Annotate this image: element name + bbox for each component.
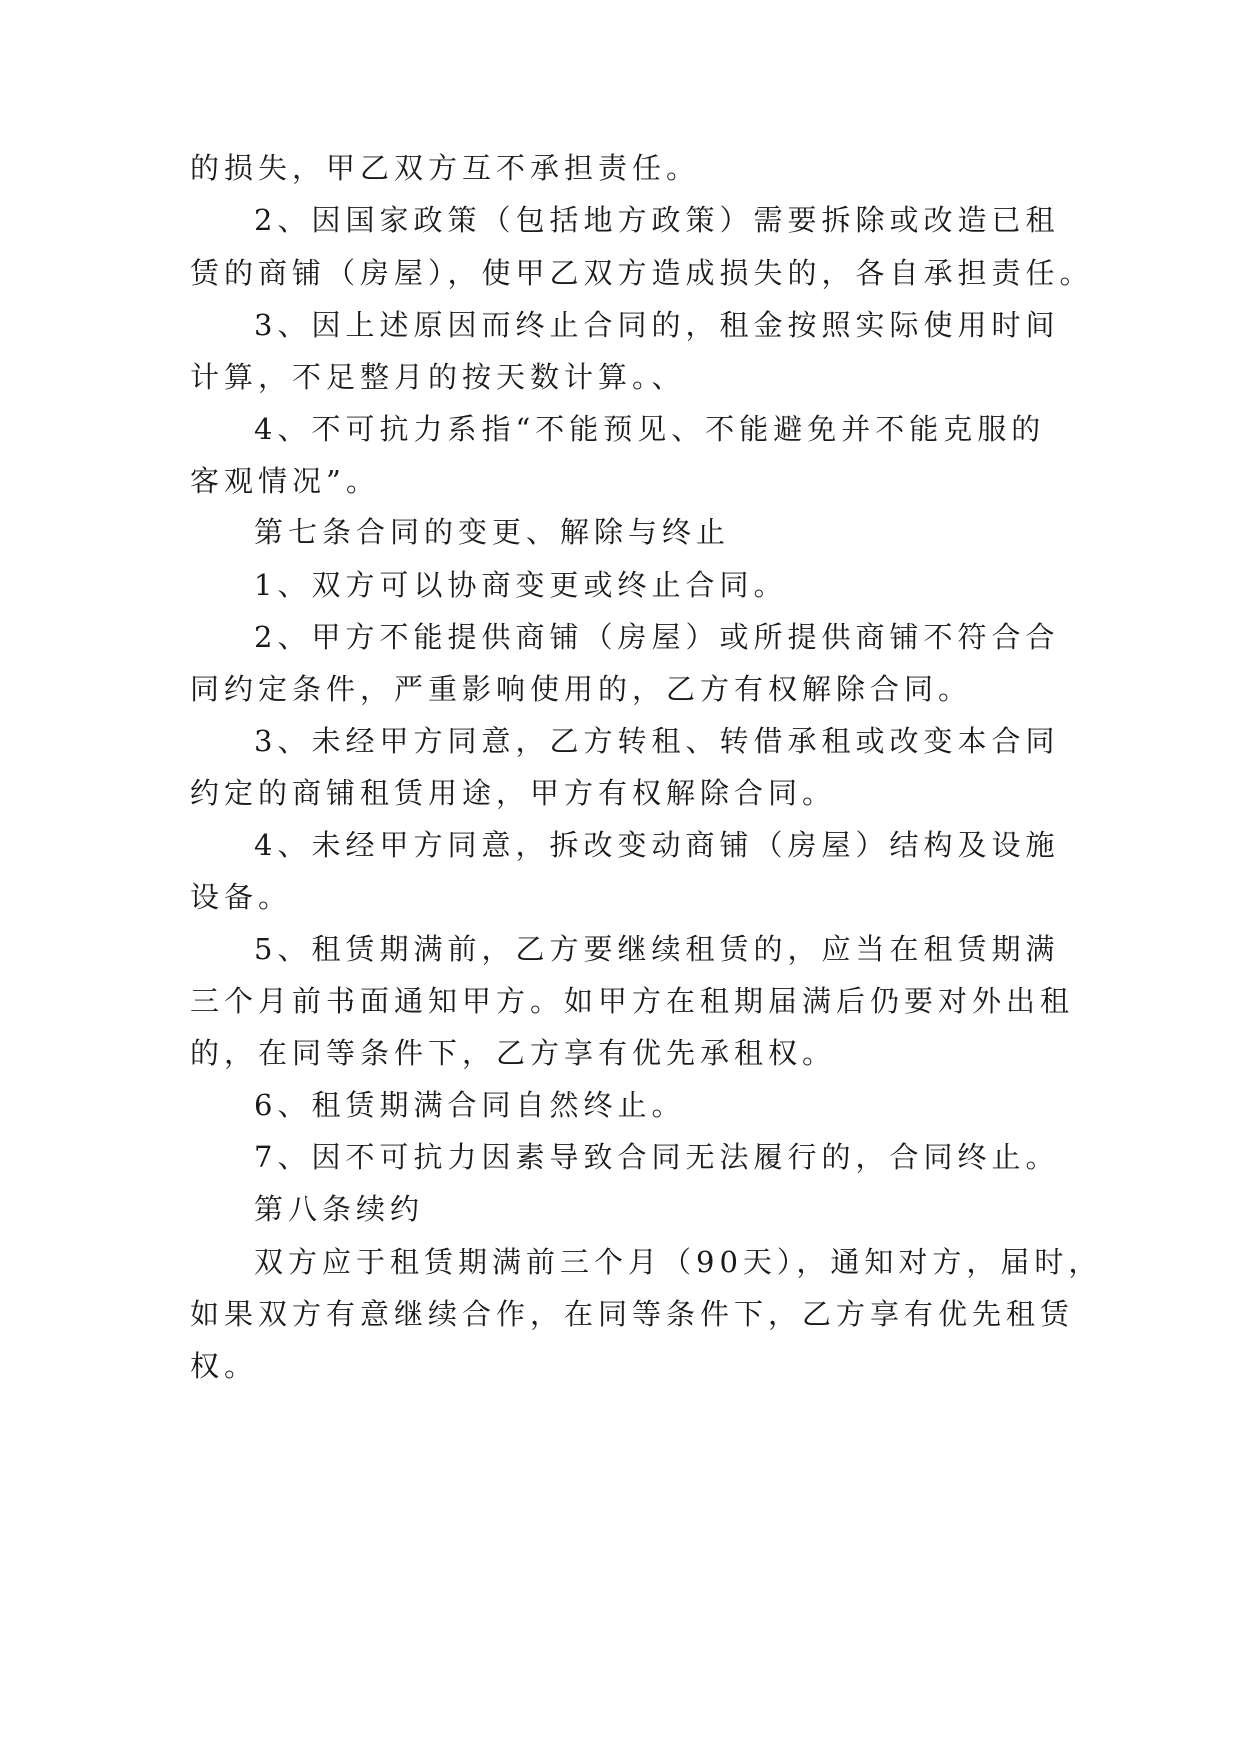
text-line: 5、租赁期满前，乙方要继续租赁的，应当在租赁期满 [254,932,1060,966]
text-line: 3、因上述原因而终止合同的，租金按照实际使用时间 [254,308,1060,342]
text-line: 双方应于租赁期满前三个月（90天），通知对方，届时， [254,1245,1103,1279]
text-line: 三个月前书面通知甲方。如甲方在租期届满后仍要对外出租 [190,984,1075,1018]
text-line: 4、不可抗力系指“不能预见、不能避免并不能克服的 [254,412,1046,446]
text-line: 4、未经甲方同意，拆改变动商铺（房屋）结构及设施 [254,828,1060,862]
text-line: 权。 [190,1349,259,1383]
text-line: 2、因国家政策（包括地方政策）需要拆除或改造已租 [254,203,1060,237]
text-line: 的，在同等条件下，乙方享有优先承租权。 [190,1036,837,1070]
text-line: 赁的商铺（房屋），使甲乙双方造成损失的，各自承担责任。 [190,256,1094,290]
text-line: 6、租赁期满合同自然终止。 [254,1088,686,1122]
text-line: 设备。 [190,880,293,914]
text-line: 约定的商铺租赁用途，甲方有权解除合同。 [190,776,837,810]
text-line: 3、未经甲方同意，乙方转租、转借承租或改变本合同 [254,724,1060,758]
text-line: 的损失，甲乙双方互不承担责任。 [190,151,701,185]
text-line: 同约定条件，严重影响使用的，乙方有权解除合同。 [190,672,973,706]
text-line: 2、甲方不能提供商铺（房屋）或所提供商铺不符合合 [254,620,1060,654]
text-line: 客观情况”。 [190,464,380,498]
section-heading: 第八条续约 [254,1192,425,1226]
text-line: 计算，不足整月的按天数计算。、 [190,360,686,394]
section-heading: 第七条合同的变更、解除与终止 [254,515,731,549]
text-line: 如果双方有意继续合作，在同等条件下，乙方享有优先租赁 [190,1297,1075,1331]
text-line: 7、因不可抗力因素导致合同无法履行的，合同终止。 [254,1140,1060,1174]
text-line: 1、双方可以协商变更或终止合同。 [254,568,788,602]
